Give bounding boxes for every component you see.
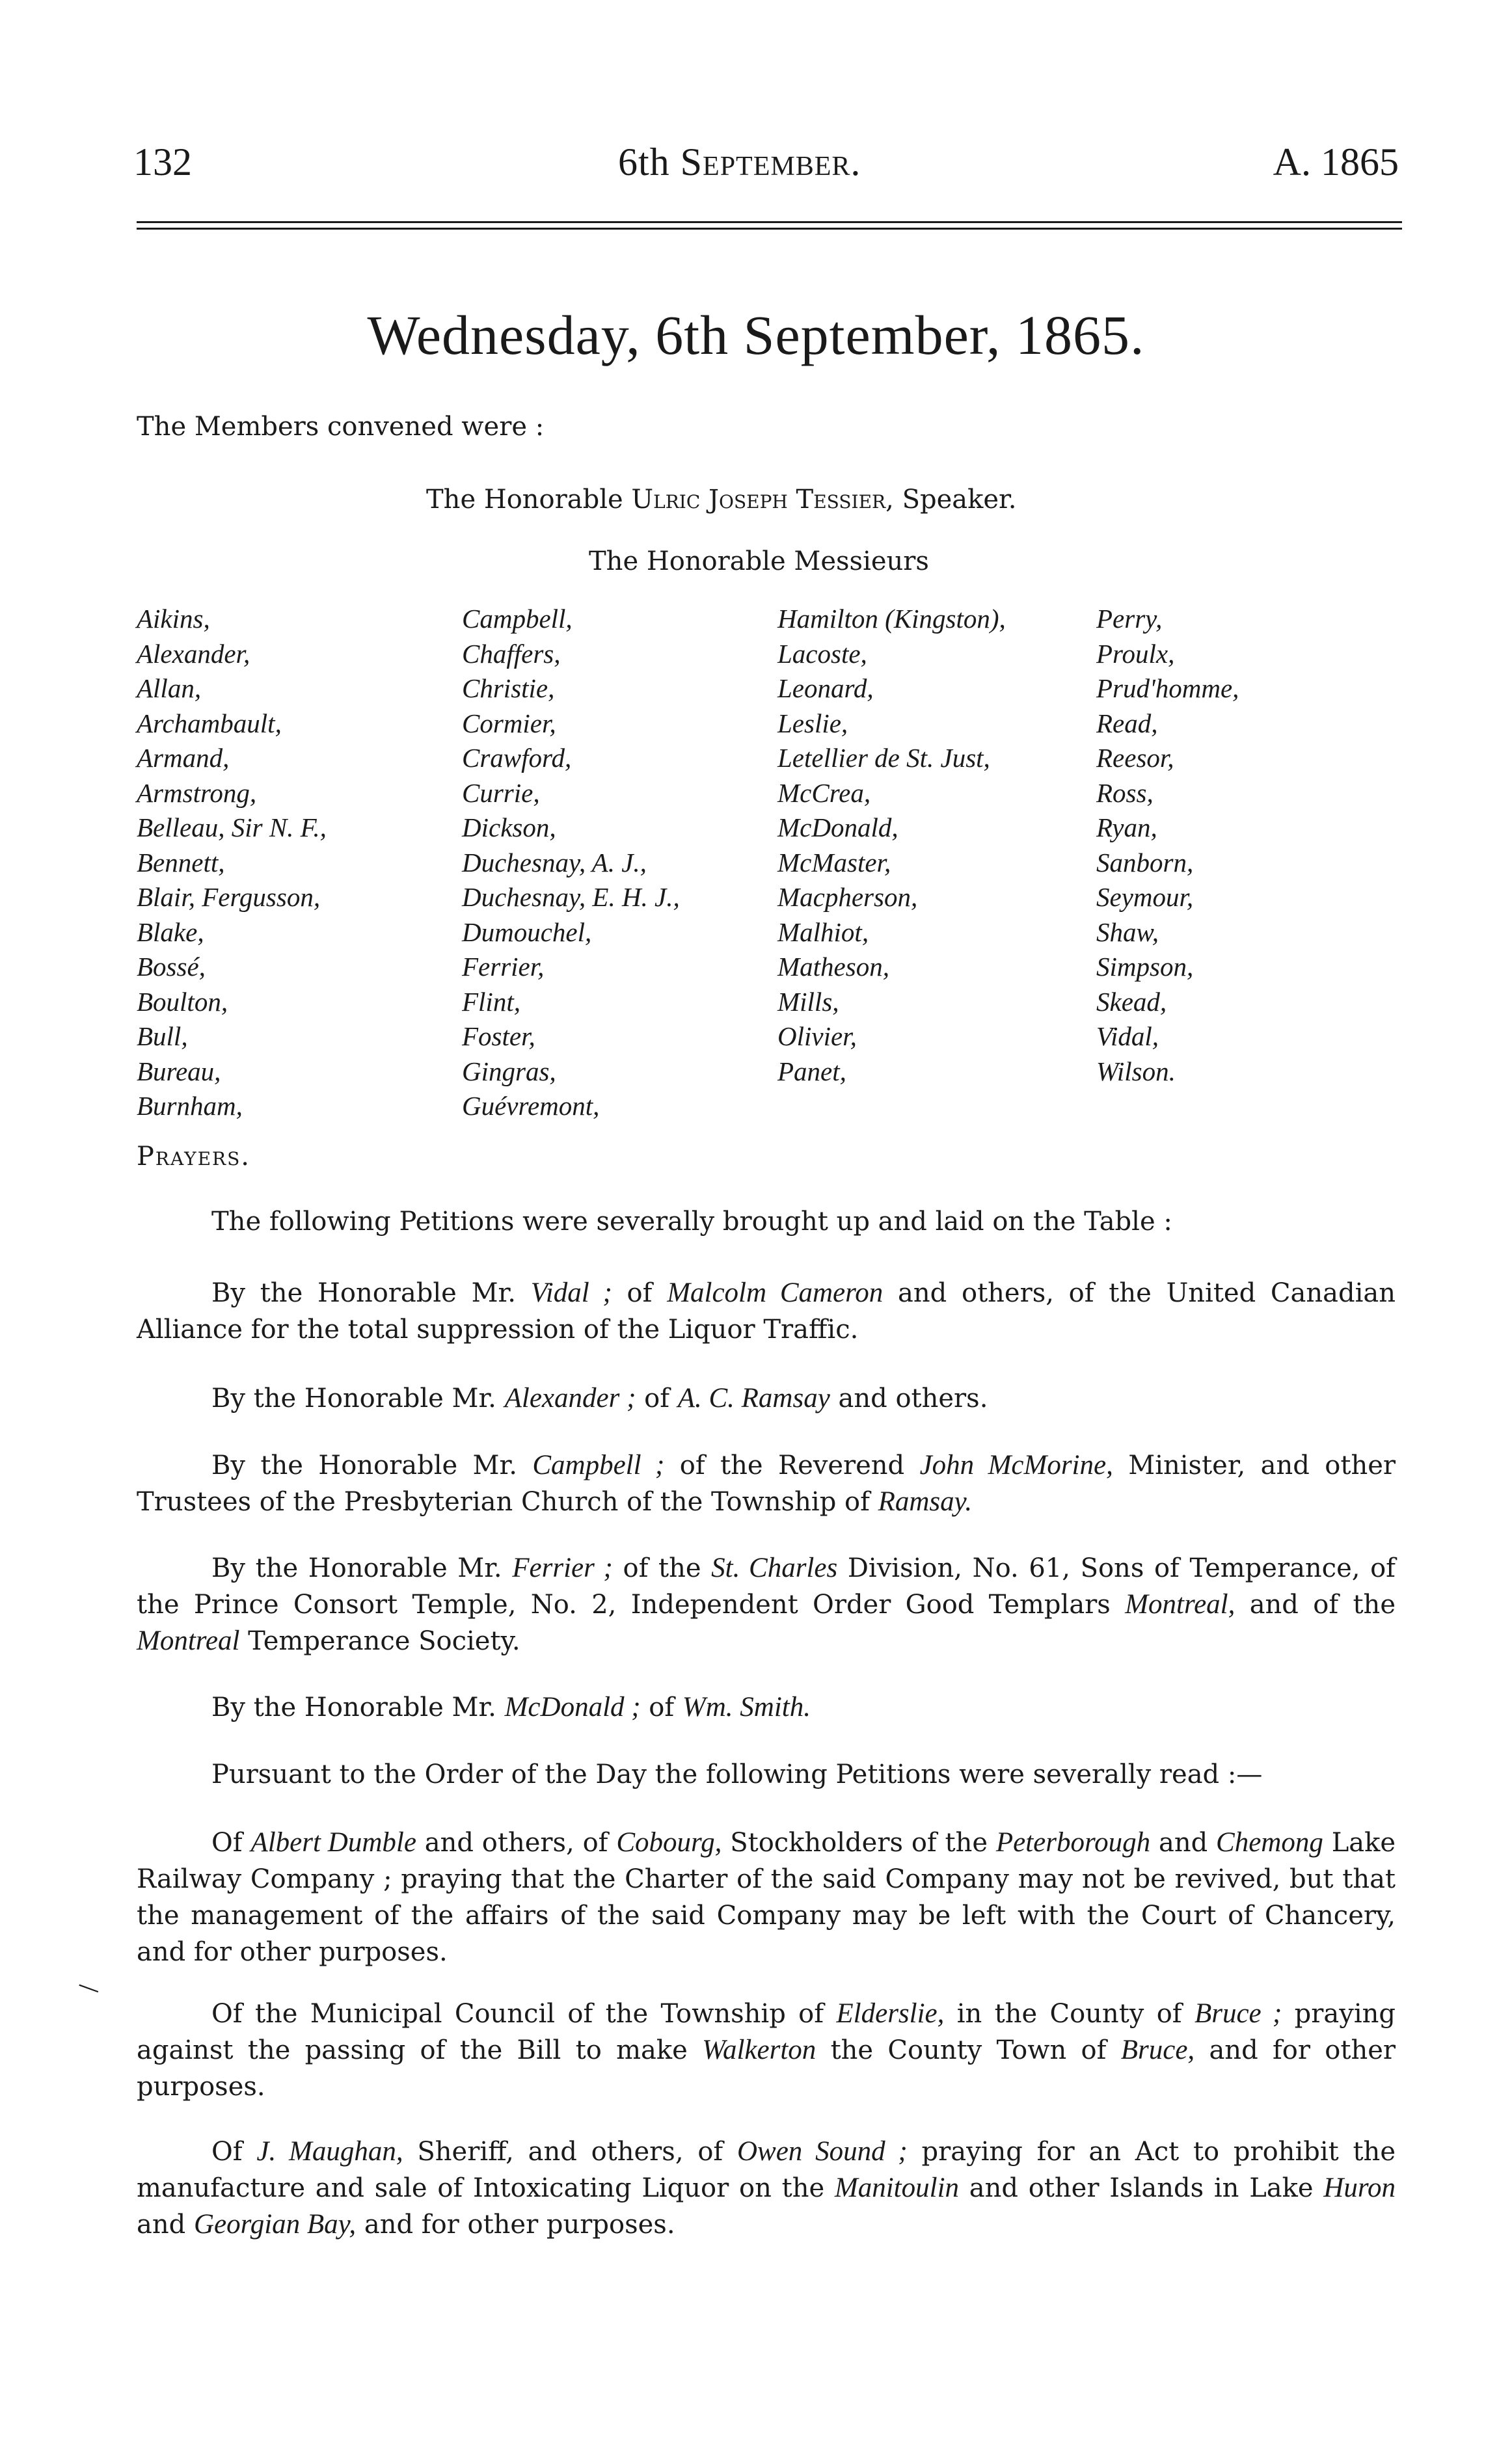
page-number: 132 bbox=[133, 141, 192, 183]
running-head-date bbox=[618, 140, 861, 185]
place-name: Ramsay. bbox=[878, 1486, 973, 1517]
member-name: Burnham, bbox=[137, 1091, 243, 1121]
running-head-day: 6th bbox=[618, 141, 681, 183]
place-name: St. Charles bbox=[711, 1553, 838, 1583]
place-name: Montreal bbox=[137, 1626, 240, 1656]
member-name: Shaw, bbox=[1096, 917, 1159, 947]
sitting-date-title: Wednesday, 6th September, 1865. bbox=[367, 304, 1145, 366]
running-head-year: A. 1865 bbox=[1273, 141, 1399, 183]
speaker-line bbox=[426, 481, 1016, 518]
text: in the County of bbox=[944, 1999, 1195, 2029]
member-name: Flint, bbox=[462, 986, 520, 1017]
text: By the Honorable Mr. bbox=[211, 1278, 531, 1308]
text: Of bbox=[211, 2137, 257, 2167]
member-name: Hamilton (Kingston), bbox=[777, 604, 1006, 634]
text: Stockholders of the bbox=[722, 1828, 996, 1858]
petition-maughan bbox=[137, 2134, 1396, 2243]
text: Of the Municipal Council of the Township of bbox=[211, 1999, 837, 2029]
member-name: Boulton, bbox=[137, 986, 228, 1017]
member-name: Letellier de St. Just, bbox=[777, 743, 990, 773]
petitions-intro bbox=[137, 1203, 1396, 1240]
order-of-the-day: Pursuant to the Order of the Day the following Petitions were severally read :— bbox=[211, 1760, 1263, 1789]
member-name: Gingras, bbox=[462, 1056, 556, 1086]
place-name: Georgian Bay, bbox=[193, 2209, 357, 2240]
place-name: Elderslie, bbox=[836, 1998, 945, 2029]
member-name: Bureau, bbox=[137, 1056, 221, 1086]
member-name: Prud'homme, bbox=[1096, 673, 1239, 703]
petitioner-name: A. C. Ramsay bbox=[677, 1383, 830, 1413]
member-name: Duchesnay, E. H. J., bbox=[462, 882, 680, 912]
petition-ferrier bbox=[137, 1550, 1396, 1659]
member-name: Armstrong, bbox=[137, 777, 257, 808]
text: Minister, and other Trustees of the Presbyterian Church of the Township of bbox=[137, 1451, 1396, 1517]
text: and others, of bbox=[416, 1828, 617, 1858]
header-rule-bottom bbox=[137, 228, 1402, 230]
member-name: Proulx, bbox=[1096, 638, 1175, 669]
text: and bbox=[137, 2210, 194, 2240]
text: Lake Railway Company ; praying that the Charter of the said Company may not be revived, but that the management of the affairs of the said Company may be left with the Court of Chancery, and for other purposes. bbox=[137, 1828, 1396, 1967]
member-name: Sanborn, bbox=[1096, 847, 1194, 877]
text: of bbox=[612, 1278, 668, 1308]
member-name: Ryan, bbox=[1096, 812, 1157, 842]
place-name: Montreal, bbox=[1125, 1589, 1235, 1620]
text: By the Honorable Mr. bbox=[211, 1693, 505, 1722]
member-name: Bull, bbox=[137, 1021, 188, 1051]
member-name: Campbell ; bbox=[532, 1450, 665, 1480]
member-name: Seymour, bbox=[1096, 882, 1194, 912]
place-name: Bruce ; bbox=[1194, 1998, 1282, 2029]
petitioner-name: J. Maughan, bbox=[256, 2136, 403, 2167]
place-name: Peterborough bbox=[995, 1827, 1151, 1858]
text: Sheriff, and others, of bbox=[403, 2137, 737, 2167]
running-head-month: September. bbox=[680, 141, 861, 183]
text: praying for an Act to prohibit the manufacture and sale of Intoxicating Liquor on the bbox=[137, 2137, 1396, 2203]
petitioner-name: Malcolm Cameron bbox=[667, 1278, 884, 1308]
petition-elderslie bbox=[137, 1996, 1396, 2105]
member-name: Vidal ; bbox=[530, 1278, 612, 1308]
petitioner-name: Albert Dumble bbox=[250, 1827, 416, 1858]
members-column-4 bbox=[1096, 602, 1239, 1089]
member-name: Leonard, bbox=[777, 673, 874, 703]
member-name: Simpson, bbox=[1096, 952, 1194, 982]
member-name: Guévremont, bbox=[462, 1091, 600, 1121]
place-name: Owen Sound ; bbox=[736, 2136, 908, 2167]
member-name: Skead, bbox=[1096, 986, 1167, 1017]
text: By the Honorable Mr. bbox=[211, 1553, 513, 1583]
text: of bbox=[636, 1384, 678, 1413]
member-name: Armand, bbox=[137, 743, 230, 773]
prayers-heading: Prayers. bbox=[137, 1142, 250, 1172]
member-name: Ferrier, bbox=[462, 952, 545, 982]
member-name: Belleau, Sir N. F., bbox=[137, 812, 327, 842]
text: and others. bbox=[830, 1384, 988, 1413]
petition-mcdonald bbox=[137, 1689, 1396, 1726]
text: and of the bbox=[1235, 1590, 1396, 1620]
member-name: Leslie, bbox=[777, 708, 848, 738]
member-name: Ferrier ; bbox=[512, 1553, 613, 1583]
petition-dumble bbox=[137, 1825, 1396, 1970]
text: and for other purposes. bbox=[137, 2035, 1396, 2102]
member-name: Reesor, bbox=[1096, 743, 1174, 773]
member-name: Alexander, bbox=[137, 638, 250, 669]
member-name: Bossé, bbox=[137, 952, 206, 982]
member-name: Macpherson, bbox=[777, 882, 918, 912]
member-name: Christie, bbox=[462, 673, 555, 703]
running-head bbox=[133, 140, 1399, 192]
members-column-3 bbox=[777, 602, 1006, 1089]
petitions-intro-text: The following Petitions were severally brought up and laid on the Table : bbox=[211, 1207, 1172, 1237]
text: and other Islands in Lake bbox=[959, 2173, 1324, 2203]
member-name: Duchesnay, A. J., bbox=[462, 847, 647, 877]
petition-campbell bbox=[137, 1447, 1396, 1520]
member-name: McDonald ; bbox=[504, 1692, 641, 1722]
speaker-suffix: , Speaker. bbox=[885, 485, 1017, 515]
members-intro: The Members convened were : bbox=[137, 412, 545, 442]
member-name: Blair, Fergusson, bbox=[137, 882, 321, 912]
speaker-prefix: The Honorable bbox=[426, 485, 632, 515]
text: Division, No. 61, Sons of Temperance, of the Prince Consort Temple, No. 2, Independent Order Good Templars bbox=[137, 1553, 1396, 1620]
place-name: Bruce, bbox=[1120, 2035, 1195, 2065]
member-name: Vidal, bbox=[1096, 1021, 1159, 1051]
header-rule-top bbox=[137, 221, 1402, 223]
petition-alexander bbox=[137, 1380, 1396, 1417]
petitioner-name: Wm. Smith. bbox=[682, 1692, 811, 1722]
petitioner-name: John McMorine, bbox=[919, 1450, 1113, 1480]
member-name: Cormier, bbox=[462, 708, 556, 738]
member-name: Currie, bbox=[462, 777, 540, 808]
place-name: Walkerton bbox=[702, 2035, 817, 2065]
member-name: Aikins, bbox=[137, 604, 210, 634]
member-name: Wilson. bbox=[1096, 1056, 1176, 1086]
member-name: Lacoste, bbox=[777, 638, 867, 669]
member-name: Matheson, bbox=[777, 952, 889, 982]
member-name: Chaffers, bbox=[462, 638, 561, 669]
member-name: Dumouchel, bbox=[462, 917, 592, 947]
members-list bbox=[137, 602, 1373, 1122]
place-name: Manitoulin bbox=[834, 2173, 960, 2203]
text: of the bbox=[612, 1553, 712, 1583]
member-name: Dickson, bbox=[462, 812, 556, 842]
speaker-name: Ulric Joseph Tessier bbox=[631, 485, 886, 515]
text: Of bbox=[211, 1828, 251, 1858]
member-name: McDonald, bbox=[777, 812, 898, 842]
member-name: Archambault, bbox=[137, 708, 282, 738]
place-name: Cobourg, bbox=[616, 1827, 722, 1858]
place-name: Huron bbox=[1323, 2173, 1396, 2203]
text: the County Town of bbox=[816, 2035, 1121, 2065]
member-name: Read, bbox=[1096, 708, 1158, 738]
member-name: McMaster, bbox=[777, 847, 891, 877]
member-name: Panet, bbox=[777, 1056, 846, 1086]
members-column-2 bbox=[462, 602, 680, 1124]
text: of bbox=[640, 1693, 682, 1722]
member-name: Crawford, bbox=[462, 743, 572, 773]
text: Temperance Society. bbox=[239, 1626, 520, 1656]
text: By the Honorable Mr. bbox=[211, 1451, 533, 1480]
margin-tick-mark: — bbox=[74, 1971, 104, 2003]
text: of the Reverend bbox=[664, 1451, 920, 1480]
messieurs-heading: The Honorable Messieurs bbox=[589, 546, 929, 576]
text: By the Honorable Mr. bbox=[211, 1384, 505, 1413]
member-name: McCrea, bbox=[777, 777, 871, 808]
member-name: Mills, bbox=[777, 986, 839, 1017]
text: praying against the passing of the Bill to make bbox=[137, 1999, 1396, 2065]
member-name: Allan, bbox=[137, 673, 202, 703]
text: and for other purposes. bbox=[356, 2210, 675, 2240]
member-name: Perry, bbox=[1096, 604, 1163, 634]
member-name: Bennett, bbox=[137, 847, 225, 877]
member-name: Olivier, bbox=[777, 1021, 857, 1051]
text: and bbox=[1150, 1828, 1217, 1858]
member-name: Blake, bbox=[137, 917, 204, 947]
member-name: Foster, bbox=[462, 1021, 535, 1051]
members-column-1 bbox=[137, 602, 327, 1124]
member-name: Ross, bbox=[1096, 777, 1154, 808]
member-name: Alexander ; bbox=[504, 1383, 636, 1413]
petition-vidal bbox=[137, 1275, 1396, 1348]
member-name: Malhiot, bbox=[777, 917, 869, 947]
place-name: Chemong bbox=[1216, 1827, 1323, 1858]
member-name: Campbell, bbox=[462, 604, 573, 634]
text: and others, of the United Canadian Alliance for the total suppression of the Liquor Traffic. bbox=[137, 1278, 1396, 1345]
